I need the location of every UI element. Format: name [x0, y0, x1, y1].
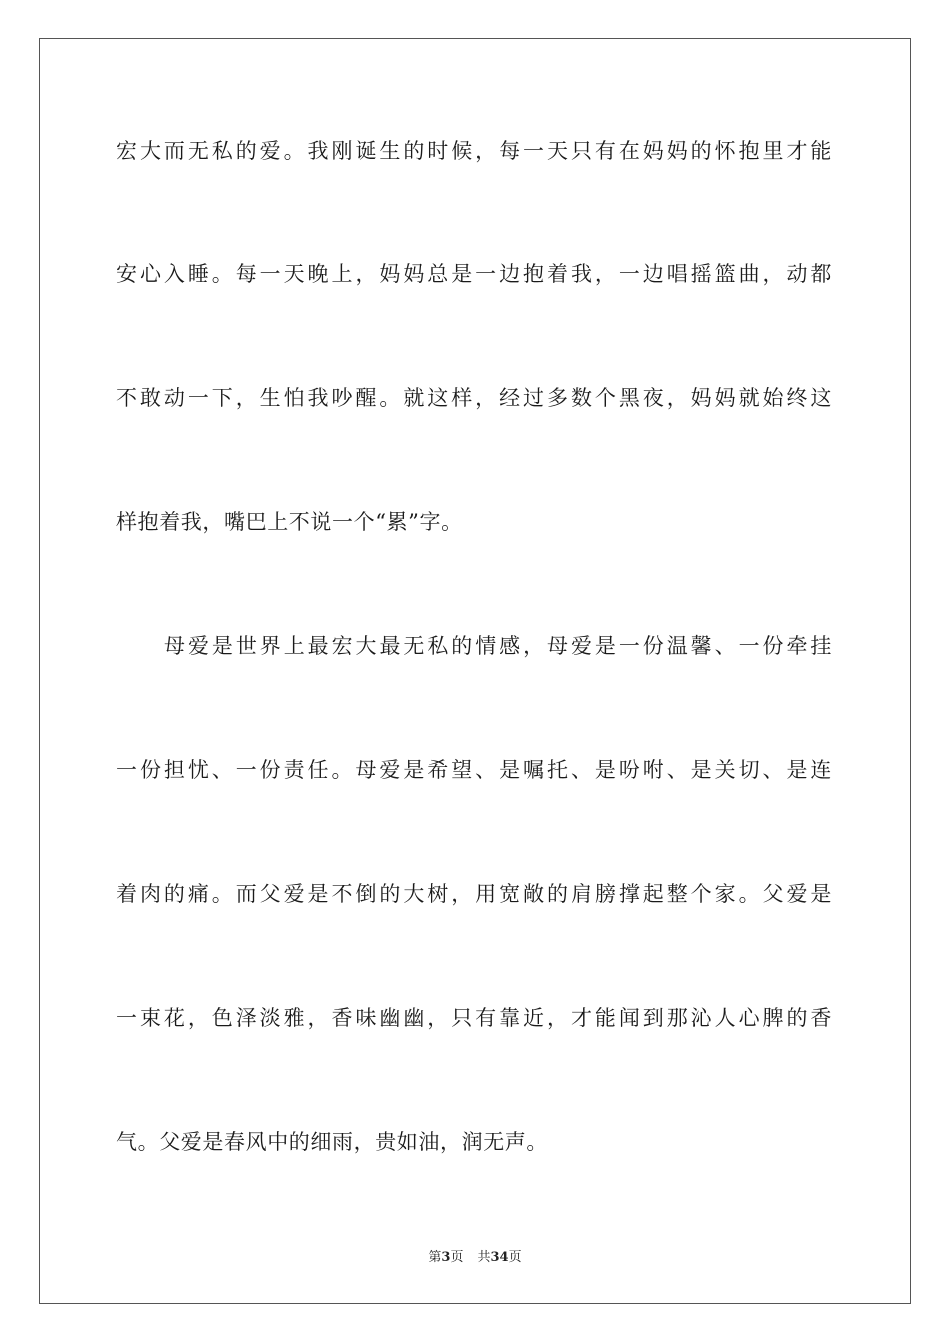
paragraph-line-7: 着肉的痛。而父爱是不倒的大树，用宽敞的肩膀撑起整个家。父爱是 — [116, 882, 832, 906]
total-suffix: 页 — [508, 1250, 522, 1265]
page-suffix: 页 — [450, 1250, 464, 1265]
paragraph-line-3: 不敢动一下，生怕我吵醒。就这样，经过多数个黑夜，妈妈就始终这 — [116, 386, 832, 410]
page-footer — [0, 1246, 950, 1265]
paragraph-line-5: 母爱是世界上最宏大最无私的情感，母爱是一份温馨、一份牵挂 — [164, 634, 832, 658]
page-prefix: 第 — [428, 1250, 442, 1265]
page-number: 3 — [441, 1250, 451, 1265]
paragraph-line-6: 一份担忧、一份责任。母爱是希望、是嘱托、是吩咐、是关切、是连 — [116, 758, 832, 782]
paragraph-line-4: 样抱着我，嘴巴上不说一个“累”字。 — [116, 510, 463, 534]
paragraph-line-1: 宏大而无私的爱。我刚诞生的时候，每一天只有在妈妈的怀抱里才能 — [116, 139, 832, 163]
paragraph-line-9: 气。父爱是春风中的细雨，贵如油，润无声。 — [116, 1130, 548, 1154]
paragraph-line-2: 安心入睡。每一天晚上，妈妈总是一边抱着我，一边唱摇篮曲，动都 — [116, 262, 832, 286]
total-prefix: 共 — [477, 1250, 491, 1265]
page-border — [39, 38, 911, 1304]
paragraph-line-8: 一束花，色泽淡雅，香味幽幽，只有靠近，才能闻到那沁人心脾的香 — [116, 1006, 832, 1030]
total-pages: 34 — [490, 1250, 509, 1265]
